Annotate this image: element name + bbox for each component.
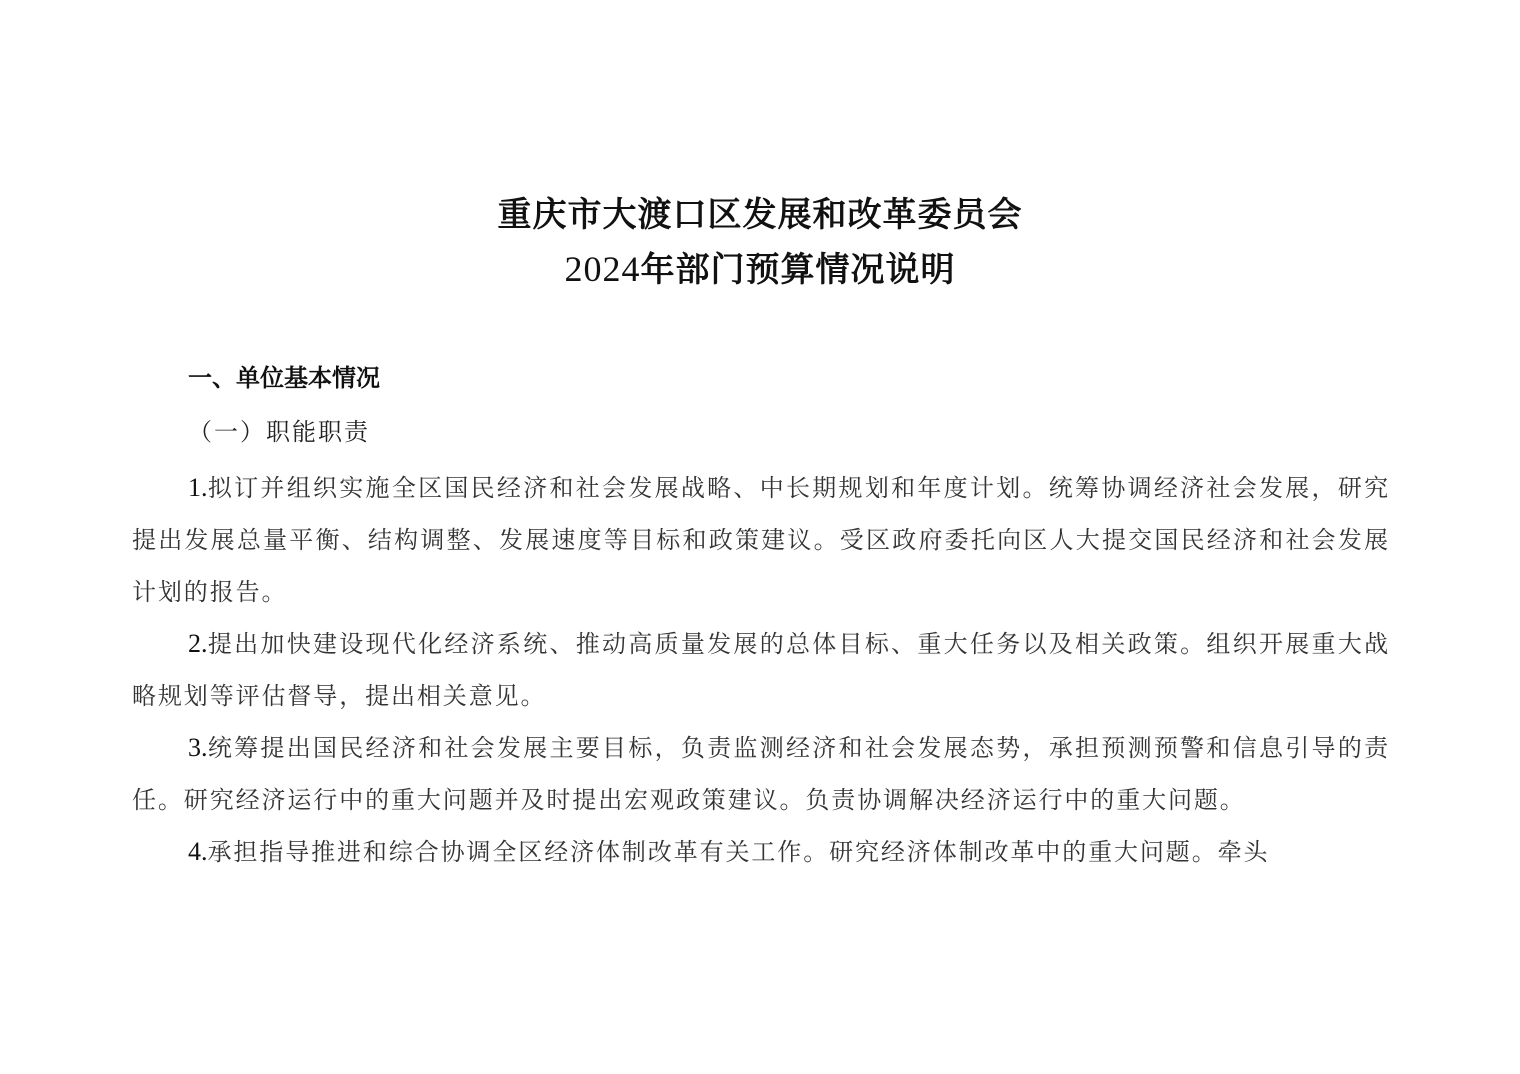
paragraph-4 [132,826,1390,878]
paragraph-number: 2. [188,629,208,658]
section-heading-unit-basic-info: 一、单位基本情况 [188,364,380,392]
paragraph-number: 1. [188,473,208,502]
document-title-line1: 重庆市大渡口区发展和改革委员会 [497,195,1023,235]
paragraph-text: 统筹提出国民经济和社会发展主要目标，负责监测经济和社会发展态势，承担预测预警和信息引导的责任。研究经济运行中的重大问题并及时提出宏观政策建议。负责协调解决经济运行中的重大问题。 [132,734,1390,814]
paragraph-1 [132,462,1390,618]
paragraph-text: 提出加快建设现代化经济系统、推动高质量发展的总体目标、重大任务以及相关政策。组织开展重大战略规划等评估督导，提出相关意见。 [132,630,1390,710]
paragraph-2 [132,618,1390,722]
paragraph-text: 承担指导推进和综合协调全区经济体制改革有关工作。研究经济体制改革中的重大问题。牵头 [207,838,1270,866]
paragraph-3 [132,722,1390,826]
paragraph-number: 3. [188,733,208,762]
paragraph-text: 拟订并组织实施全区国民经济和社会发展战略、中长期规划和年度计划。统筹协调经济社会发展，研究提出发展总量平衡、结构调整、发展速度等目标和政策建议。受区政府委托向区人大提交国民经济和社会发展计划的报告。 [132,474,1390,606]
document-body [132,462,1390,878]
title-line2-text: 年部门预算情况说明 [640,250,956,290]
subsection-heading-functions: （一）职能职责 [188,418,370,446]
title-year: 2024 [564,249,641,289]
paragraph-number: 4. [188,837,208,866]
document-title-line2 [0,242,1520,297]
